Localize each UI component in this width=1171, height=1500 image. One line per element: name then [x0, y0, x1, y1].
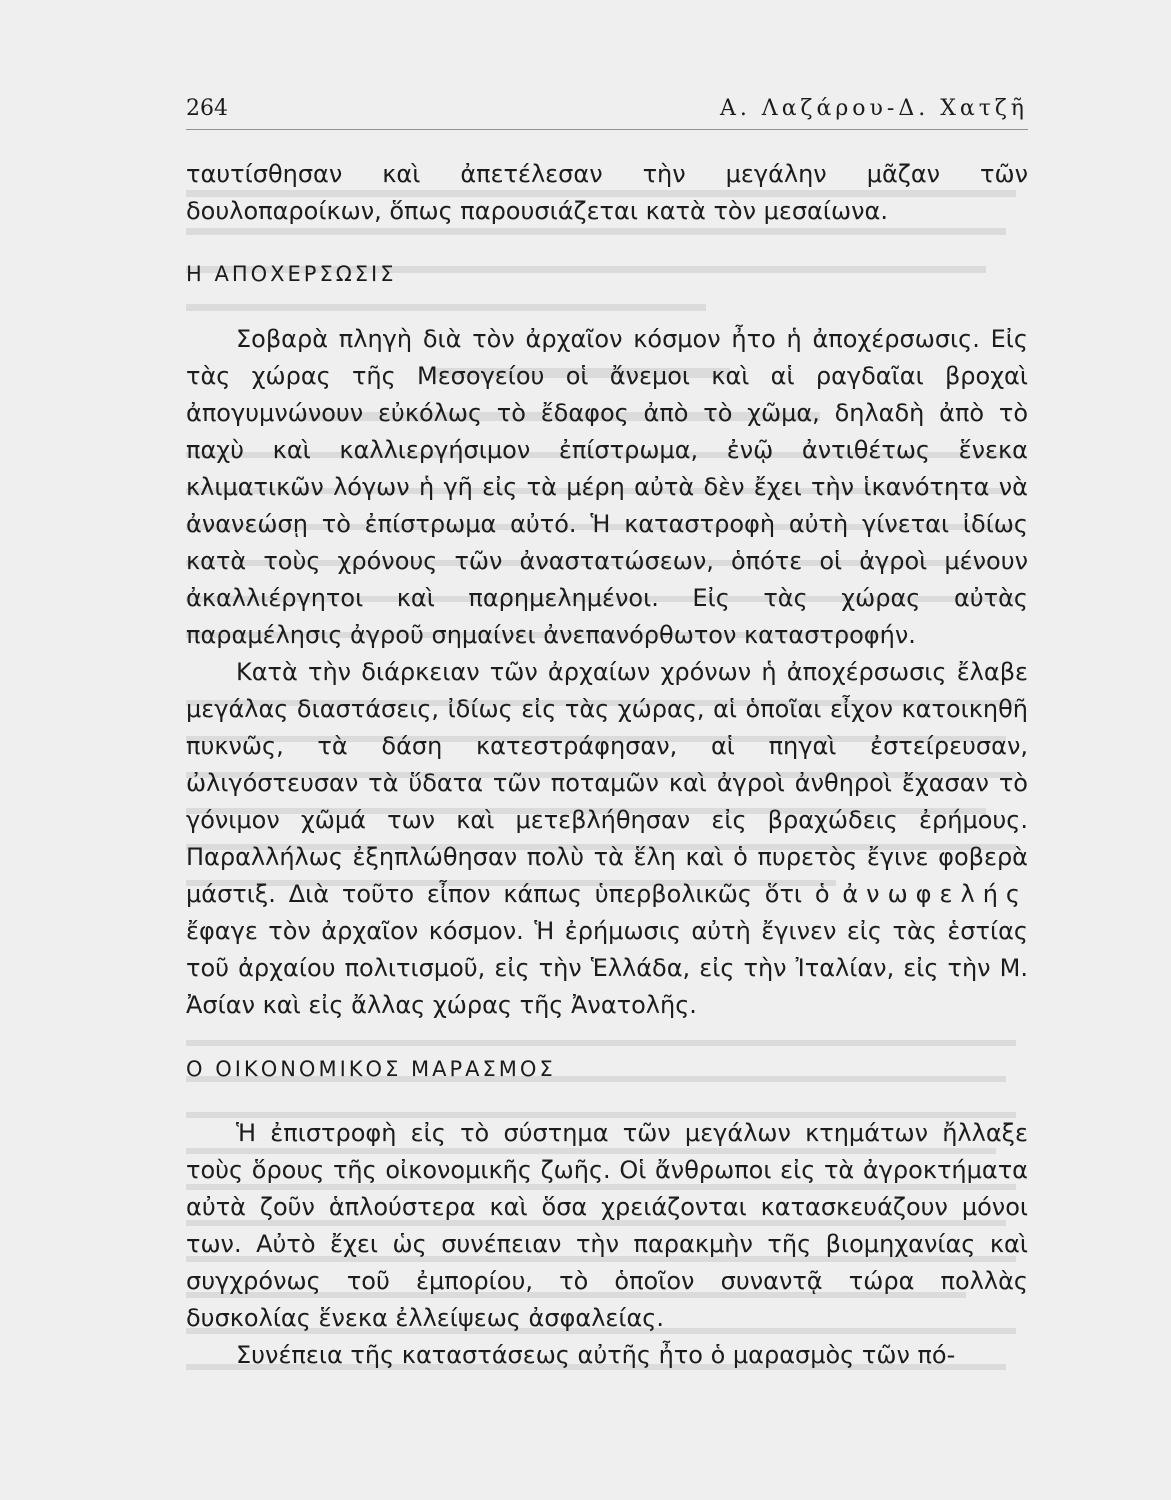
body-paragraph: Ἡ ἐπιστροφὴ εἰς τὸ σύστημα τῶν μεγάλων κτημάτων ἤλλαξε τοὺς ὅρους τῆς οἰκονομικῆς ζωῆς. Οἱ ἄνθρωποι εἰς τὰ ἀγροκτήματα αὐτὰ ζοῦν ἁπλούστερα καὶ ὅσα χρειάζονται κατασκευάζουν μόνοι των. Αὐτὸ ἔχει ὡς συνέπειαν τὴν παρακμὴν τῆς βιομηχανίας καὶ συγχρόνως τοῦ ἐμπορίου, τὸ ὁποῖον συναντᾷ τώρα πολλὰς δυσκολίας ἕνεκα ἐλλείψεως ἀσφαλείας. [186, 1119, 1028, 1332]
section-heading-deforestation: Η ΑΠΟΧΕΡΣΩΣΙΣ [186, 262, 397, 286]
page-header [186, 96, 1028, 130]
page-number: 264 [186, 96, 228, 121]
body-paragraph: Συνέπεια τῆς καταστάσεως αὐτῆς ἦτο ὁ μαρασμὸς τῶν πό- [236, 1341, 956, 1369]
section-heading-economic-decline: Ο ΟΙΚΟΝΟΜΙΚΟΣ ΜΑΡΑΣΜΟΣ [186, 1057, 556, 1081]
emphasized-word: ἀνωφελής [842, 880, 1028, 908]
body-paragraph: Σοβαρὰ πληγὴ διὰ τὸν ἀρχαῖον κόσμον ἦτο ἡ ἀποχέρσωσις. Εἰς τὰς χώρας τῆς Μεσογείου οἱ ἄνεμοι καὶ αἱ ραγδαῖαι βροχαὶ ἀπογυμνώνουν εὐκόλως τὸ ἔδαφος ἀπὸ τὸ χῶμα, δηλαδὴ ἀπὸ τὸ παχὺ καὶ καλλιεργήσιμον ἐπίστρωμα, ἐνῷ ἀντιθέτως ἕνεκα κλιματικῶν λόγων ἡ γῆ εἰς τὰ μέρη αὐτὰ δὲν ἔχει τὴν ἱκανότητα νὰ ἀνανεώσῃ τὸ ἐπίστρωμα αὐτό. Ἡ καταστροφὴ αὐτὴ γίνεται ἰδίως κατὰ τοὺς χρόνους τῶν ἀναστατώσεων, ὁπότε οἱ ἀγροὶ μένουν ἀκαλλιέργητοι καὶ παρημελημένοι. Εἰς τὰς χώρας αὐτὰς παραμέλησις ἀγροῦ σημαίνει ἀνεπανόρθωτον καταστροφήν. [186, 325, 1028, 649]
body-paragraph [186, 654, 1028, 1024]
page-body [186, 156, 1028, 1374]
continuation-paragraph: ταυτίσθησαν καὶ ἀπετέλεσαν τὴν μεγάλην μᾶζαν τῶν δουλοπαροίκων, ὅπως παρουσιάζεται κατὰ τὸν μεσαίωνα. [186, 160, 1028, 225]
running-head-authors: Α. Λαζάρου-Δ. Χατζῆ [719, 96, 1028, 121]
paragraph-text: ἔφαγε τὸν ἀρχαῖον κόσμον. Ἡ ἐρήμωσις αὐτὴ ἔγινεν εἰς τὰς ἑστίας τοῦ ἀρχαίου πολιτισμοῦ, εἰς τὴν Ἑλλάδα, εἰς τὴν Ἰταλίαν, εἰς τὴν Μ. Ἀσίαν καὶ εἰς ἄλλας χώρας τῆς Ἀνατολῆς. [186, 917, 1028, 1019]
header-rule [186, 129, 1028, 130]
paragraph-text: Κατὰ τὴν διάρκειαν τῶν ἀρχαίων χρόνων ἡ ἀποχέρσωσις ἔλαβε μεγάλας διαστάσεις, ἰδίως εἰς τὰς χώρας, αἱ ὁποῖαι εἶχον κατοικηθῆ πυκνῶς, τὰ δάση κατεστράφησαν, αἱ πηγαὶ ἐστείρευσαν, ὠλιγόστευσαν τὰ ὕδατα τῶν ποταμῶν καὶ ἀγροὶ ἀνθηροὶ ἔχασαν τὸ γόνιμον χῶμά των καὶ μετεβλήθησαν εἰς βραχώδεις ἐρήμους. Παραλλήλως ἐξηπλώθησαν πολὺ τὰ ἕλη καὶ ὁ πυρετὸς ἔγινε φοβερὰ μάστιξ. Διὰ τοῦτο εἶπον κάπως ὑπερβολικῶς ὅτι ὁ [186, 658, 1028, 908]
